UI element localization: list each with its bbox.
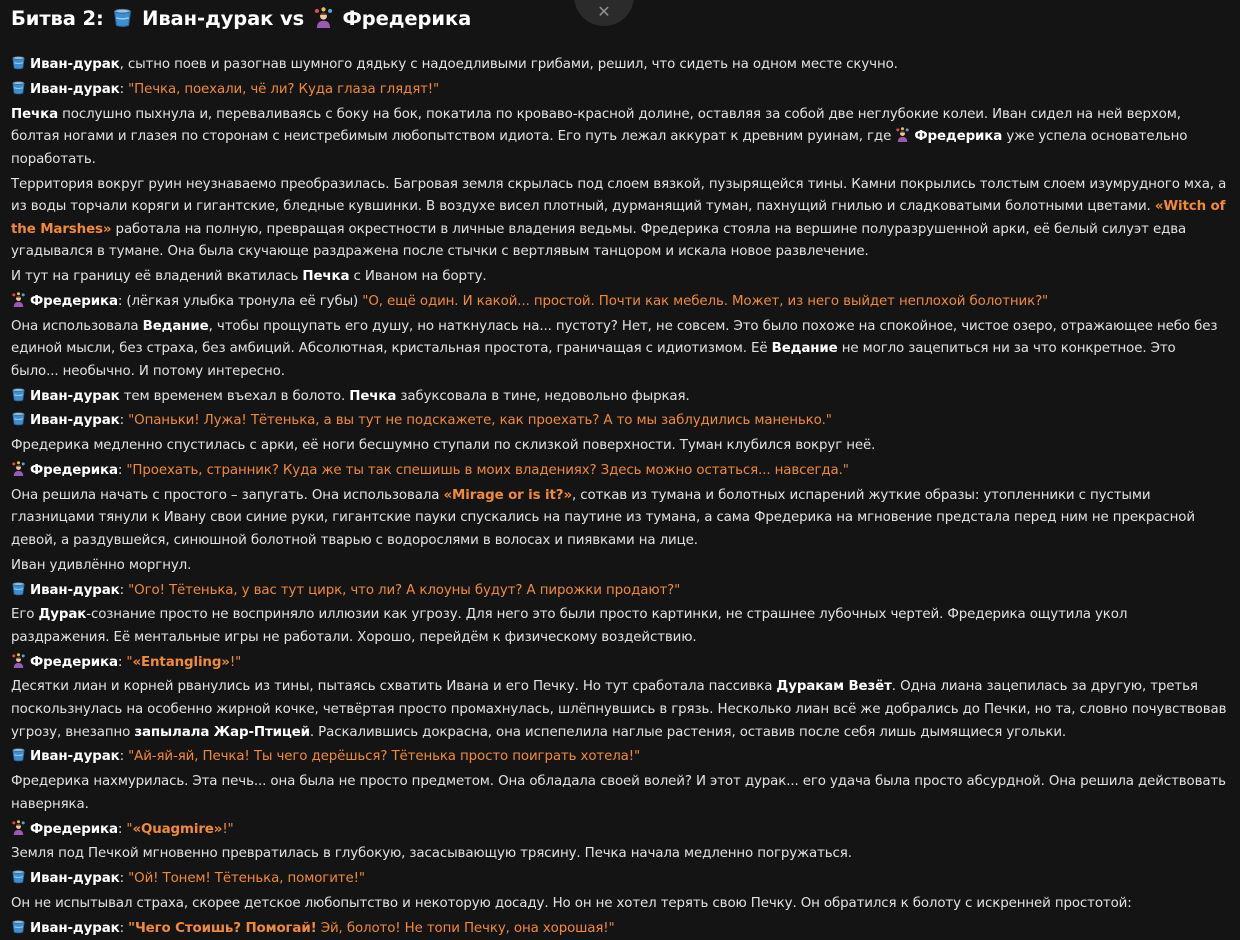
quote-text: "Ого! Тётенька, у вас тут цирк, что ли? А клоуны будут? А пирожки продают?" bbox=[128, 582, 681, 598]
quote-text: Эй, болото! Не топи Печку, она хорошая!" bbox=[316, 920, 615, 936]
bucket-icon bbox=[11, 387, 26, 402]
character-name: Ведание bbox=[142, 318, 209, 334]
skill-name: «Mirage or is it?» bbox=[443, 487, 572, 503]
speech-line bbox=[11, 652, 1227, 675]
story-text: с Иваном на борту. bbox=[349, 269, 487, 285]
character-name: Иван-дурак bbox=[30, 582, 120, 598]
close-icon: ✕ bbox=[597, 2, 611, 21]
character-name: Печка bbox=[302, 269, 350, 285]
quote-text: !" bbox=[222, 821, 234, 837]
woman-juggling-icon bbox=[895, 127, 910, 142]
quote-text: "Ой! Тонем! Тётенька, помогите!" bbox=[128, 871, 365, 887]
narration-line bbox=[11, 555, 1227, 578]
story-text: Она решила начать с простого – запугать. Она использовала bbox=[11, 487, 444, 503]
speech-line bbox=[11, 746, 1227, 769]
speech-line bbox=[11, 410, 1227, 433]
speech-line bbox=[11, 580, 1227, 603]
story-text: Иван удивлённо моргнул. bbox=[11, 557, 192, 573]
story-text: : bbox=[119, 920, 129, 936]
narration-line bbox=[11, 893, 1227, 916]
narration-line bbox=[11, 316, 1227, 384]
woman-juggling-icon bbox=[11, 461, 26, 476]
story-text: Фредерика медленно спустилась с арки, её ноги бесшумно ступали по склизкой поверхности. Туман клубился вокруг неё. bbox=[11, 438, 876, 454]
bucket-icon bbox=[112, 7, 133, 28]
story-text: : bbox=[119, 413, 129, 429]
character-name: Фредерика bbox=[30, 462, 118, 478]
character-name: Печка bbox=[11, 106, 59, 122]
bucket-icon bbox=[11, 581, 26, 596]
character-name: Дурак bbox=[38, 607, 87, 623]
speech-line bbox=[11, 460, 1227, 483]
character-name: Фредерика bbox=[30, 821, 118, 837]
story-text: уже успела основательно поработать. bbox=[11, 129, 1188, 167]
story-text: тем временем въехал в болото. bbox=[119, 388, 350, 404]
title-prefix: Битва 2: bbox=[11, 7, 104, 30]
skill-name: "Чего Стоишь? Помогай! bbox=[128, 920, 317, 936]
bucket-icon bbox=[11, 919, 26, 934]
woman-juggling-icon bbox=[11, 292, 26, 307]
character-name: Фредерика bbox=[914, 129, 1003, 145]
character-name: Иван-дурак bbox=[30, 413, 120, 429]
character-name: Ведание bbox=[771, 341, 838, 357]
speech-line bbox=[11, 79, 1227, 102]
bucket-icon bbox=[11, 869, 26, 884]
story-text: забуксовала в тине, недовольно фыркая. bbox=[396, 388, 690, 404]
character-name: Фредерика bbox=[30, 654, 118, 670]
story-text: Земля под Печкой мгновенно превратилась в глубокую, засасывающую трясину. Печка начала медленно погружаться. bbox=[11, 846, 852, 862]
story-text: , чтобы прощупать его душу, но наткнулась на... пустоту? Нет, не совсем. Это было похоже на спокойное, чистое озеро, отражающее небо без единой мысли, без страха, без амбиций. Абсолютная, кристальная простота, граничащая с идиотизмом. Её bbox=[11, 318, 1218, 357]
narration-line bbox=[11, 604, 1227, 649]
character-name: Иван-дурак bbox=[30, 57, 120, 72]
narration-line bbox=[11, 676, 1227, 744]
action-line bbox=[11, 386, 1227, 409]
speech-line bbox=[11, 819, 1227, 842]
character-name: запылала Жар-Птицей bbox=[134, 724, 310, 740]
battle-story bbox=[11, 54, 1227, 940]
story-text: Его bbox=[11, 607, 39, 623]
character-name: Иван-дурак bbox=[30, 749, 120, 765]
quote-text: "Печка, поехали, чё ли? Куда глаза глядят!" bbox=[128, 81, 440, 97]
narration-line bbox=[11, 435, 1227, 458]
character-name: Иван-дурак bbox=[30, 81, 120, 97]
story-text: работала на полную, превращая окрестности в личные владения ведьмы. Фредерика стояла на вершине полуразрушенной арки, её белый силуэт едва угадывался в тумане. Она была скучающе раздражена после стычки с вертлявым танцором и искала новое развлечение. bbox=[11, 221, 1187, 260]
page-title bbox=[11, 4, 471, 34]
story-text: : bbox=[119, 81, 129, 97]
narration-line bbox=[11, 485, 1227, 553]
quote-text: " bbox=[126, 654, 133, 670]
bucket-icon bbox=[11, 55, 26, 70]
bucket-icon bbox=[11, 747, 26, 762]
story-text: , сытно поев и разогнав шумного дядьку с надоедливыми грибами, решил, что сидеть на одном месте скучно. bbox=[119, 57, 898, 72]
skill-name: «Quagmire» bbox=[132, 821, 223, 837]
skill-name: «Witch of the Marshes» bbox=[11, 199, 1226, 237]
narration-line bbox=[11, 771, 1227, 816]
bucket-icon bbox=[11, 411, 26, 426]
story-text: . Раскалившись докрасна, она испепелила наглые растения, оставив после себя лишь дымящиеся угольки. bbox=[309, 724, 1067, 740]
woman-juggling-icon bbox=[11, 653, 26, 668]
narration-line bbox=[11, 266, 1227, 289]
narration-line bbox=[11, 174, 1227, 264]
close-button[interactable] bbox=[574, 0, 634, 26]
quote-text: "Ай-яй-яй, Печка! Ты чего дерёшься? Тётенька просто поиграть хотела!" bbox=[128, 749, 641, 765]
bucket-icon bbox=[11, 80, 26, 95]
story-text: послушно пыхнула и, переваливаясь с боку на бок, покатила по кроваво-красной долине, оставляя за собой две неглубокие колеи. Иван сидел на ней верхом, болтая ногами и глазея по сторонам с неистребимым любопытством идиота. Его путь лежал аккурат к древним руинам, где bbox=[11, 106, 1181, 145]
quote-text: "О, ещё один. И какой... простой. Почти как мебель. Может, из него выйдет неплохой болотник?" bbox=[362, 293, 1049, 309]
story-text: : bbox=[117, 821, 127, 837]
story-text: И тут на границу её владений вкатилась bbox=[11, 269, 303, 285]
woman-juggling-icon bbox=[313, 7, 334, 28]
character-name: Иван-дурак bbox=[30, 871, 120, 887]
quote-text: "Проехать, странник? Куда же ты так спешишь в моих владениях? Здесь можно остаться... навсегда." bbox=[126, 462, 849, 478]
quote-text: " bbox=[126, 821, 133, 837]
story-text: Десятки лиан и корней рванулись из тины, пытаясь схватить Ивана и его Печку. Но тут сработала пассивка bbox=[11, 679, 777, 695]
speech-line bbox=[11, 291, 1227, 314]
story-text: Фредерика нахмурилась. Эта печь... она была не просто предметом. Она обладала своей волей? И этот дурак... его удача была просто абсурдной. Она решила действовать наверняка. bbox=[11, 774, 1226, 812]
speech-line bbox=[11, 868, 1227, 891]
vs-label: vs bbox=[280, 7, 305, 30]
character-name: Иван-дурак bbox=[30, 920, 120, 936]
story-text: : (лёгкая улыбка тронула её губы) bbox=[117, 293, 363, 309]
story-text: не могло зацепиться ни за что конкретное. Это было... необычно. И потому интересно. bbox=[11, 341, 1176, 379]
character-name: Фредерика bbox=[30, 293, 118, 309]
story-text: Территория вокруг руин неузнаваемо преобразилась. Багровая земля скрылась под слоем вязкой, пузырящейся тины. Камни покрылись толстым слоем изумрудного мха, а из воды торчали коряги и гигантские, бледные кувшинки. В воздухе висел плотный, дурманящий туман, пахнущий гнилью и сладковатыми болотными цветами. bbox=[11, 176, 1227, 215]
fighter2-name: Фредерика bbox=[342, 7, 472, 30]
narration-line bbox=[11, 104, 1227, 172]
story-text: Она использовала bbox=[11, 318, 143, 334]
quote-text: "Опаньки! Лужа! Тётенька, а вы тут не подскажете, как проехать? А то мы заблудились маненько." bbox=[128, 413, 832, 429]
story-text: : bbox=[119, 582, 129, 598]
woman-juggling-icon bbox=[11, 820, 26, 835]
story-text: . Одна лиана зацепилась за другую, третья поскользнулась на особенно жирной кочке, четвёртая просто промахнулась, шлёпнувшись в грязь. Несколько лиан всё же добрались до Печки, но та, словно почувствовав угрозу, внезапно bbox=[11, 679, 1227, 740]
story-text: : bbox=[117, 462, 127, 478]
character-name: Печка bbox=[349, 388, 397, 404]
quote-text: !" bbox=[229, 654, 242, 670]
story-text: : bbox=[117, 654, 127, 670]
story-text: : bbox=[119, 871, 129, 887]
story-text: : bbox=[119, 749, 129, 765]
skill-name: «Entangling» bbox=[132, 654, 230, 670]
story-text: Он не испытывал страха, скорее детское любопытство и некоторую досаду. Но он не хотел терять свою Печку. Он обратился к болоту с искренней простотой: bbox=[11, 895, 1132, 911]
speech-line bbox=[11, 918, 1227, 940]
story-text: , соткав из тумана и болотных испарений жуткие образы: утопленники с пустыми глазницами тянули к Ивану свои синие руки, гигантские пауки спускались на паутине из тумана, а сама Фредерика на мгновение предстала перед ним не прекрасной девой, а раздувшейся, синюшной болотной тварью с водорослями в волосах и пиявками на лице. bbox=[11, 487, 1195, 548]
narration-line bbox=[11, 843, 1227, 866]
story-text: -сознание просто не восприняло иллюзии как угрозу. Для него это были просто картинки, не страшнее лубочных чертей. Фредерика ощутила укол раздражения. Её ментальные игры не работали. Хорошо, перейдём к физическому воздействию. bbox=[11, 607, 1128, 645]
fighter1-name: Иван-дурак bbox=[142, 7, 274, 30]
action-line bbox=[11, 54, 1227, 77]
character-name: Дуракам Везёт bbox=[776, 679, 892, 695]
character-name: Иван-дурак bbox=[30, 388, 120, 404]
